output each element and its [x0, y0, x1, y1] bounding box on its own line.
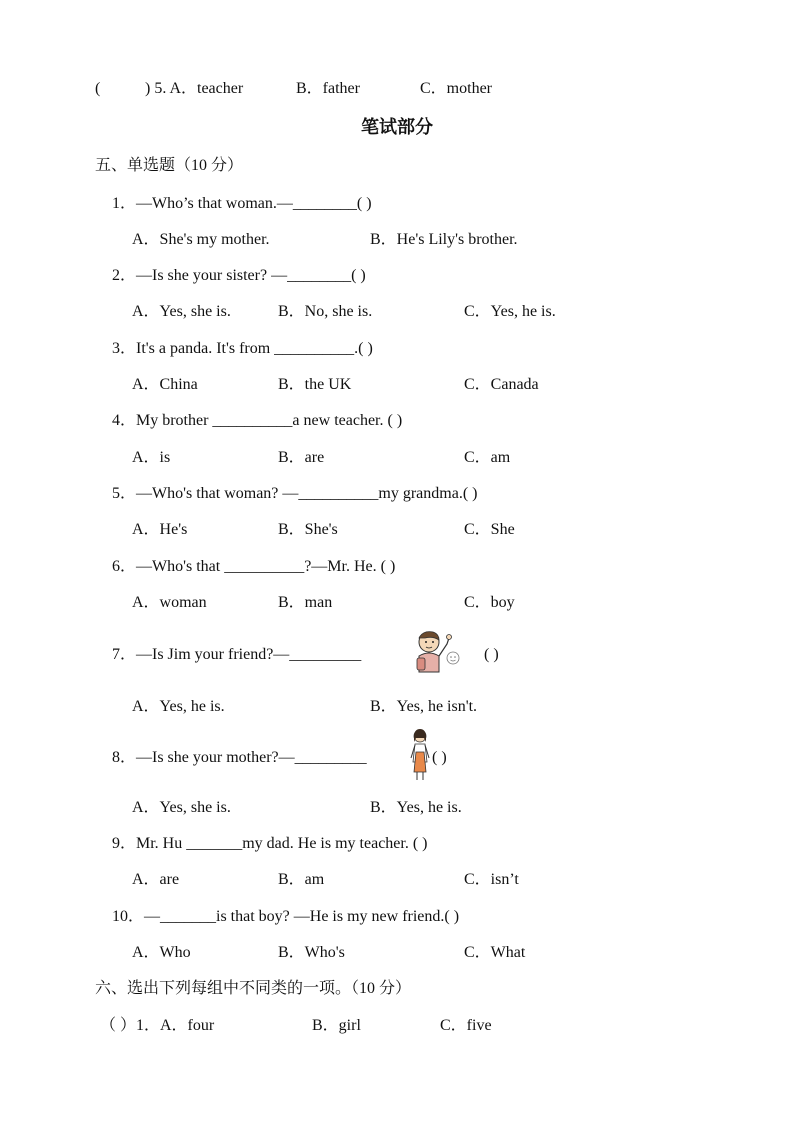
q2-option-c: C．Yes, he is. — [464, 303, 556, 320]
q10-option-a: A．Who — [132, 944, 191, 961]
section6-q1-option-c: C．five — [440, 1017, 492, 1034]
q3-option-a: A．China — [132, 376, 198, 393]
q9-option-a: A．are — [132, 871, 180, 888]
question-3: 3．It's a panda. It's from __________.( ) — [112, 340, 373, 357]
q6-option-b: B．man — [278, 594, 333, 611]
q10-option-b: B．Who's — [278, 944, 345, 961]
q4-option-a: A．is — [132, 449, 171, 466]
q2-option-b: B．No, she is. — [278, 303, 373, 320]
q7-option-b: B．Yes, he isn't. — [370, 698, 478, 715]
q3-option-c: C．Canada — [464, 376, 539, 393]
question-8-paren: ( ) — [432, 749, 447, 766]
question-6: 6．—Who's that __________?—Mr. He. ( ) — [112, 558, 396, 575]
q1-option-a: A．She's my mother. — [132, 231, 270, 248]
q5-option-c: C．She — [464, 521, 515, 538]
q7-option-a: A．Yes, he is. — [132, 698, 225, 715]
q10-option-c: C．What — [464, 944, 526, 961]
question-7: 7．—Is Jim your friend?—_________ — [112, 646, 362, 663]
question-5: 5．—Who's that woman? —__________my grandma.( ) — [112, 485, 478, 502]
q9-option-c: C．isn’t — [464, 871, 519, 888]
written-part-title: 笔试部分 — [361, 117, 433, 137]
section5-heading: 五、单选题（10 分） — [95, 157, 244, 174]
q4-option-b: B．are — [278, 449, 325, 466]
prev-question-paren: ( — [95, 80, 101, 97]
woman-illustration — [408, 728, 432, 782]
question-9: 9．Mr. Hu _______my dad. He is my teacher. ( ) — [112, 835, 428, 852]
prev-question-option-a: ) 5. A．teacher — [145, 80, 244, 97]
q3-option-b: B．the UK — [278, 376, 352, 393]
question-2: 2．—Is she your sister? —________( ) — [112, 267, 366, 284]
q4-option-c: C．am — [464, 449, 511, 466]
question-8: 8．—Is she your mother?—_________ — [112, 749, 367, 766]
boy-waving-illustration — [405, 628, 465, 678]
q6-option-a: A．woman — [132, 594, 207, 611]
q8-option-b: B．Yes, he is. — [370, 799, 462, 816]
question-4: 4．My brother __________a new teacher. ( ) — [112, 412, 403, 429]
section6-q1-option-b: B．girl — [312, 1017, 361, 1034]
q5-option-a: A．He's — [132, 521, 188, 538]
q2-option-a: A．Yes, she is. — [132, 303, 231, 320]
question-7-paren: ( ) — [484, 646, 499, 663]
question-10: 10．—_______is that boy? —He is my new friend.( ) — [112, 908, 460, 925]
q5-option-b: B．She's — [278, 521, 338, 538]
section6-heading: 六、选出下列每组中不同类的一项。（10 分） — [95, 980, 412, 997]
q6-option-c: C．boy — [464, 594, 515, 611]
section6-q1: （ ）1．A．four — [100, 1017, 215, 1034]
question-1: 1．—Who’s that woman.—________( ) — [112, 195, 372, 212]
q8-option-a: A．Yes, she is. — [132, 799, 231, 816]
q1-option-b: B．He's Lily's brother. — [370, 231, 518, 248]
prev-question-option-c: C．mother — [420, 80, 492, 97]
q9-option-b: B．am — [278, 871, 325, 888]
prev-question-option-b: B．father — [296, 80, 360, 97]
